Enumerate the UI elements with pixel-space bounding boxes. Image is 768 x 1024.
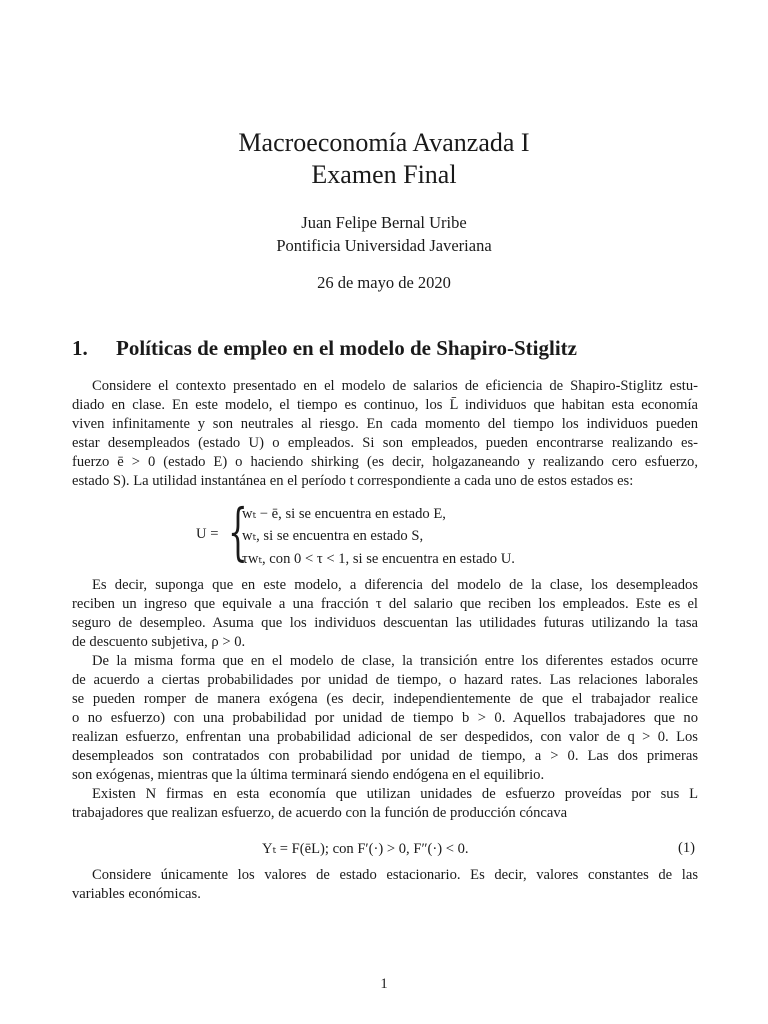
paragraph-5 <box>72 866 698 904</box>
paragraph-line: Existen N firmas en esta economía que utilizan unidades de esfuerzo proveídas por sus L <box>92 786 698 802</box>
paragraph-line: o no esfuerzo) con una probabilidad por unidad de tiempo b > 0. Aquellos trabajadores que no <box>72 710 698 726</box>
author-institution: Pontificia Universidad Javeriana <box>276 236 492 255</box>
cases-brace: { <box>228 495 248 568</box>
paragraph-line: estado S). La utilidad instantánea en el período t correspondiente a cada uno de estos estados es: <box>72 473 634 489</box>
paragraph-line: estar desempleados (estado U) o empleados. Si son empleados, pueden encontrarse realizando es- <box>72 435 698 451</box>
paragraph-line: diado en clase. En este modelo, el tiempo es continuo, los L̄ individuos que habitan esta economía <box>72 397 698 413</box>
paragraph-line: viven infinitamente y son neutrales al riesgo. En cada momento del tiempo los individuos pueden <box>72 416 698 432</box>
paragraph-line: Considere únicamente los valores de estado estacionario. Es decir, valores constantes de las <box>92 867 698 883</box>
utility-case-employed: wₜ − ē, si se encuentra en estado E, <box>242 506 446 522</box>
paragraph-1 <box>72 377 698 491</box>
paragraph-line: fuerzo ē > 0 (estado E) o haciendo shirking (es decir, holgazaneando y realizando cero esfuerzo, <box>72 454 698 470</box>
paragraph-2 <box>72 576 698 652</box>
utility-lhs: U = <box>196 526 219 542</box>
document-date: 26 de mayo de 2020 <box>317 273 451 292</box>
paragraph-line: desempleados son contratados con probabilidad por unidad de tiempo, a > 0. Las dos primeras <box>72 748 698 764</box>
paragraph-line: reciben un ingreso que equivale a una fracción τ del salario que reciben los empleados. Este es el <box>72 596 698 612</box>
production-equation: Yₜ = F(ēL); con F′(·) > 0, F″(·) < 0. <box>262 841 469 857</box>
title-line-2: Examen Final <box>311 160 457 189</box>
section-heading <box>72 336 577 361</box>
title-line-1: Macroeconomía Avanzada I <box>238 128 530 157</box>
paragraph-line: de acuerdo a ciertas probabilidades por unidad de tiempo, o hazard rates. Las relaciones laborales <box>72 672 698 688</box>
paragraph-line: de descuento subjetiva, ρ > 0. <box>72 634 246 650</box>
author-name: Juan Felipe Bernal Uribe <box>301 213 467 232</box>
utility-case-unemployed: τwₜ, con 0 < τ < 1, si se encuentra en estado U. <box>242 551 515 567</box>
equation-number: (1) <box>678 840 696 856</box>
paragraph-line: Considere el contexto presentado en el modelo de salarios de eficiencia de Shapiro-Stiglitz estu- <box>92 378 698 394</box>
paragraph-line: seguro de desempleo. Asuma que los individuos descuentan las utilidades futuras utilizando la tasa <box>72 615 698 631</box>
section-title: Políticas de empleo en el modelo de Shapiro-Stiglitz <box>116 336 577 360</box>
paragraph-line: se pueden romper de manera exógena (es decir, independientemente de que el trabajador realice <box>72 691 698 707</box>
utility-case-shirking: wₜ, si se encuentra en estado S, <box>242 528 424 544</box>
page-number: 1 <box>380 976 388 992</box>
paragraph-line: De la misma forma que en el modelo de clase, la transición entre los diferentes estados ocurre <box>92 653 698 669</box>
paragraph-line: Es decir, suponga que en este modelo, a diferencia del modelo de la clase, los desempleados <box>92 577 698 593</box>
paragraph-3 <box>72 652 698 785</box>
paragraph-line: son exógenas, mientras que la última terminará siendo endógena en el equilibrio. <box>72 767 545 783</box>
paragraph-line: trabajadores que realizan esfuerzo, de acuerdo con la función de producción cóncava <box>72 805 568 821</box>
paragraph-line: variables económicas. <box>72 886 201 902</box>
paragraph-4 <box>72 785 698 823</box>
paragraph-line: realizan esfuerzo, enfrentan una probabilidad adicional de ser despedidos, con valor de q > 0. Los <box>72 729 698 745</box>
section-number: 1. <box>72 336 88 360</box>
